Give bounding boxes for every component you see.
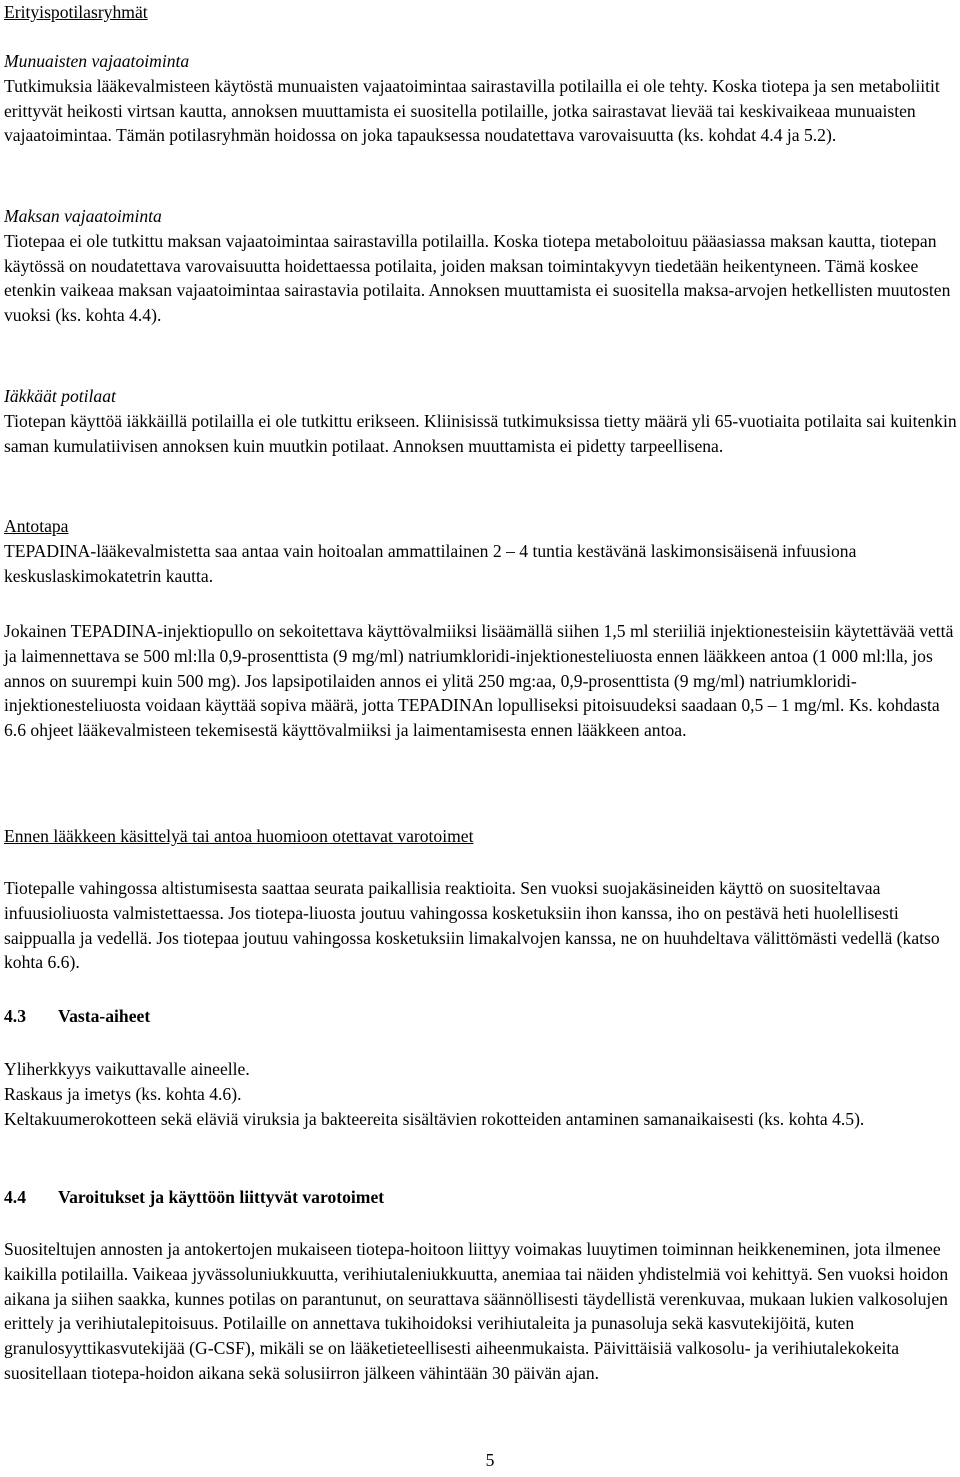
administration-title: Antotapa <box>4 516 69 536</box>
hepatic-text: Tiotepaa ei ole tutkittu maksan vajaatoimintaa sairastavilla potilailla. Koska tiotepa metaboloituu pääasiassa maksan kautta, tiotepan käytössä on noudatettava varovaisuutta hoidettaessa potilaita, joiden maksan toimintakyvyn tiedetään heikentyneen. Tämä koskee etenkin vaikeaa maksan vajaatoimintaa sairastavia potilaita. Annoksen muuttamista ei suositella maksa-arvojen hetkellisten muutosten vuoksi (ks. kohta 4.4). <box>4 230 951 326</box>
precautions-text: Tiotepalle vahingossa altistumisesta saattaa seurata paikallisia reaktioita. Sen vuoksi suojakäsineiden käyttö on suositeltavaa infuusioliuosta valmistettaessa. Jos tiotepa-liuosta joutuu vahingossa kosketuksiin ihon kanssa, iho on pestävä heti huolellisesti saippualla ja vedellä. Jos tiotepaa joutuu vahingossa kosketuksiin limakalvojen kanssa, ne on huuhdeltava välittömästi vedellä (katso kohta 6.6). <box>4 878 940 973</box>
renal-text: Tutkimuksia lääkevalmisteen käytöstä munuaisten vajaatoimintaa sairastavilla potilailla ei ole tehty. Koska tiotepa ja sen metaboliitit erittyvät heikosti virtsan kautta, annoksen muuttamista ei suositella potilaille, jotka sairastavat lievää tai keskivaikeaa munuaisten vajaatoimintaa. Tämän potilasryhmän hoidossa on joka tapauksessa noudatettava varovaisuutta (ks. kohdat 4.4 ja 5.2). <box>4 75 940 146</box>
renal-title: Munuaisten vajaatoiminta <box>4 51 190 71</box>
special-groups-heading: Erityispotilasryhmät <box>4 2 148 22</box>
administration-text-1: TEPADINA-lääkevalmistetta saa antaa vain hoitoalan ammattilainen 2 – 4 tuntia kestävänä laskimonsisäisenä infuusiona keskuslaskimokatetrin kautta. <box>4 540 857 586</box>
warnings-number: 4.4 <box>4 1187 26 1207</box>
administration-text-2: Jokainen TEPADINA-injektiopullo on sekoitettava käyttövalmiiksi lisäämällä siihen 1,5 ml steriiliä injektionesteisiin käytettävää vettä ja laimennettava se 500 ml:lla 0,9-prosenttista (9 mg/ml) natriumkloridi-injektionesteliuosta ennen lääkkeen antoa (1 000 ml:lla, jos annos on suurempi kuin 500 mg). Jos lapsipotilaiden annos ei ylitä 250 mg:aa, 0,9-prosenttista (9 mg/ml) natriumkloridi-injektionesteliuosta voidaan käyttää sopiva määrä, jotta TEPADINAn lopulliseksi pitoisuudeksi saadaan 0,5 – 1 mg/ml. Ks. kohdasta 6.6 ohjeet lääkevalmisteen tekemisestä käyttövalmiiksi ja laimentamisesta ennen lääkkeen antoa. <box>4 621 954 741</box>
contraindication-item: Keltakuumerokotteen sekä eläviä viruksia ja bakteereita sisältävien rokotteiden antaminen samanaikaisesti (ks. kohta 4.5). <box>4 1108 865 1129</box>
contraindications-number: 4.3 <box>4 1006 26 1026</box>
contraindications-heading <box>4 1004 960 1029</box>
warnings-title: Varoitukset ja käyttöön liittyvät varotoimet <box>58 1187 385 1207</box>
contraindication-item: Yliherkkyys vaikuttavalle aineelle. <box>4 1059 250 1079</box>
warnings-heading <box>4 1185 960 1210</box>
contraindications-list <box>4 1057 960 1131</box>
hepatic-title: Maksan vajaatoiminta <box>4 206 162 226</box>
page-number: 5 <box>485 1450 495 1470</box>
renal-section <box>4 49 960 148</box>
contraindications-title: Vasta-aiheet <box>58 1006 151 1026</box>
elderly-text: Tiotepan käyttöä iäkkäillä potilailla ei ole tutkittu erikseen. Kliinisissä tutkimuksissa tietty määrä yli 65-vuotiaita potilaita sai kuitenkin saman kumulatiivisen annoksen kuin muutkin potilaat. Annoksen muuttamista ei pidetty tarpeellisena. <box>4 410 957 456</box>
contraindication-item: Raskaus ja imetys (ks. kohta 4.6). <box>4 1083 242 1104</box>
elderly-section <box>4 384 960 458</box>
precautions-title: Ennen lääkkeen käsittelyä tai antoa huomioon otettavat varotoimet <box>4 826 474 846</box>
elderly-title: Iäkkäät potilaat <box>4 386 116 406</box>
warnings-text: Suositeltujen annosten ja antokertojen mukaiseen tiotepa-hoitoon liittyy voimakas luuytimen toiminnan heikkeneminen, jota ilmenee kaikilla potilailla. Vaikeaa jyvässoluniukkuutta, verihiutaleniukkuutta, anemiaa tai näiden yhdistelmiä voi kehittyä. Sen vuoksi hoidon aikana ja siihen saakka, kunnes potilas on parantunut, on seurattava säännöllisesti täydellistä verenkuvaa, mukaan lukien valkosolujen erittely ja verihiutalepitoisuus. Potilaille on annettava tukihoidoksi verihiutaleita ja punasoluja sekä kasvutekijöitä, kuten granulosyyttikasvutekijää (G-CSF), mikäli se on lääketieteellisesti aiheenmukaista. Päivittäisiä valkosolu- ja verihiutalekokeita suositellaan tiotepa-hoidon aikana sekä solusiirron jälkeen vähintään 30 päivän ajan. <box>4 1239 949 1383</box>
administration-section <box>4 514 960 588</box>
hepatic-section <box>4 204 960 328</box>
